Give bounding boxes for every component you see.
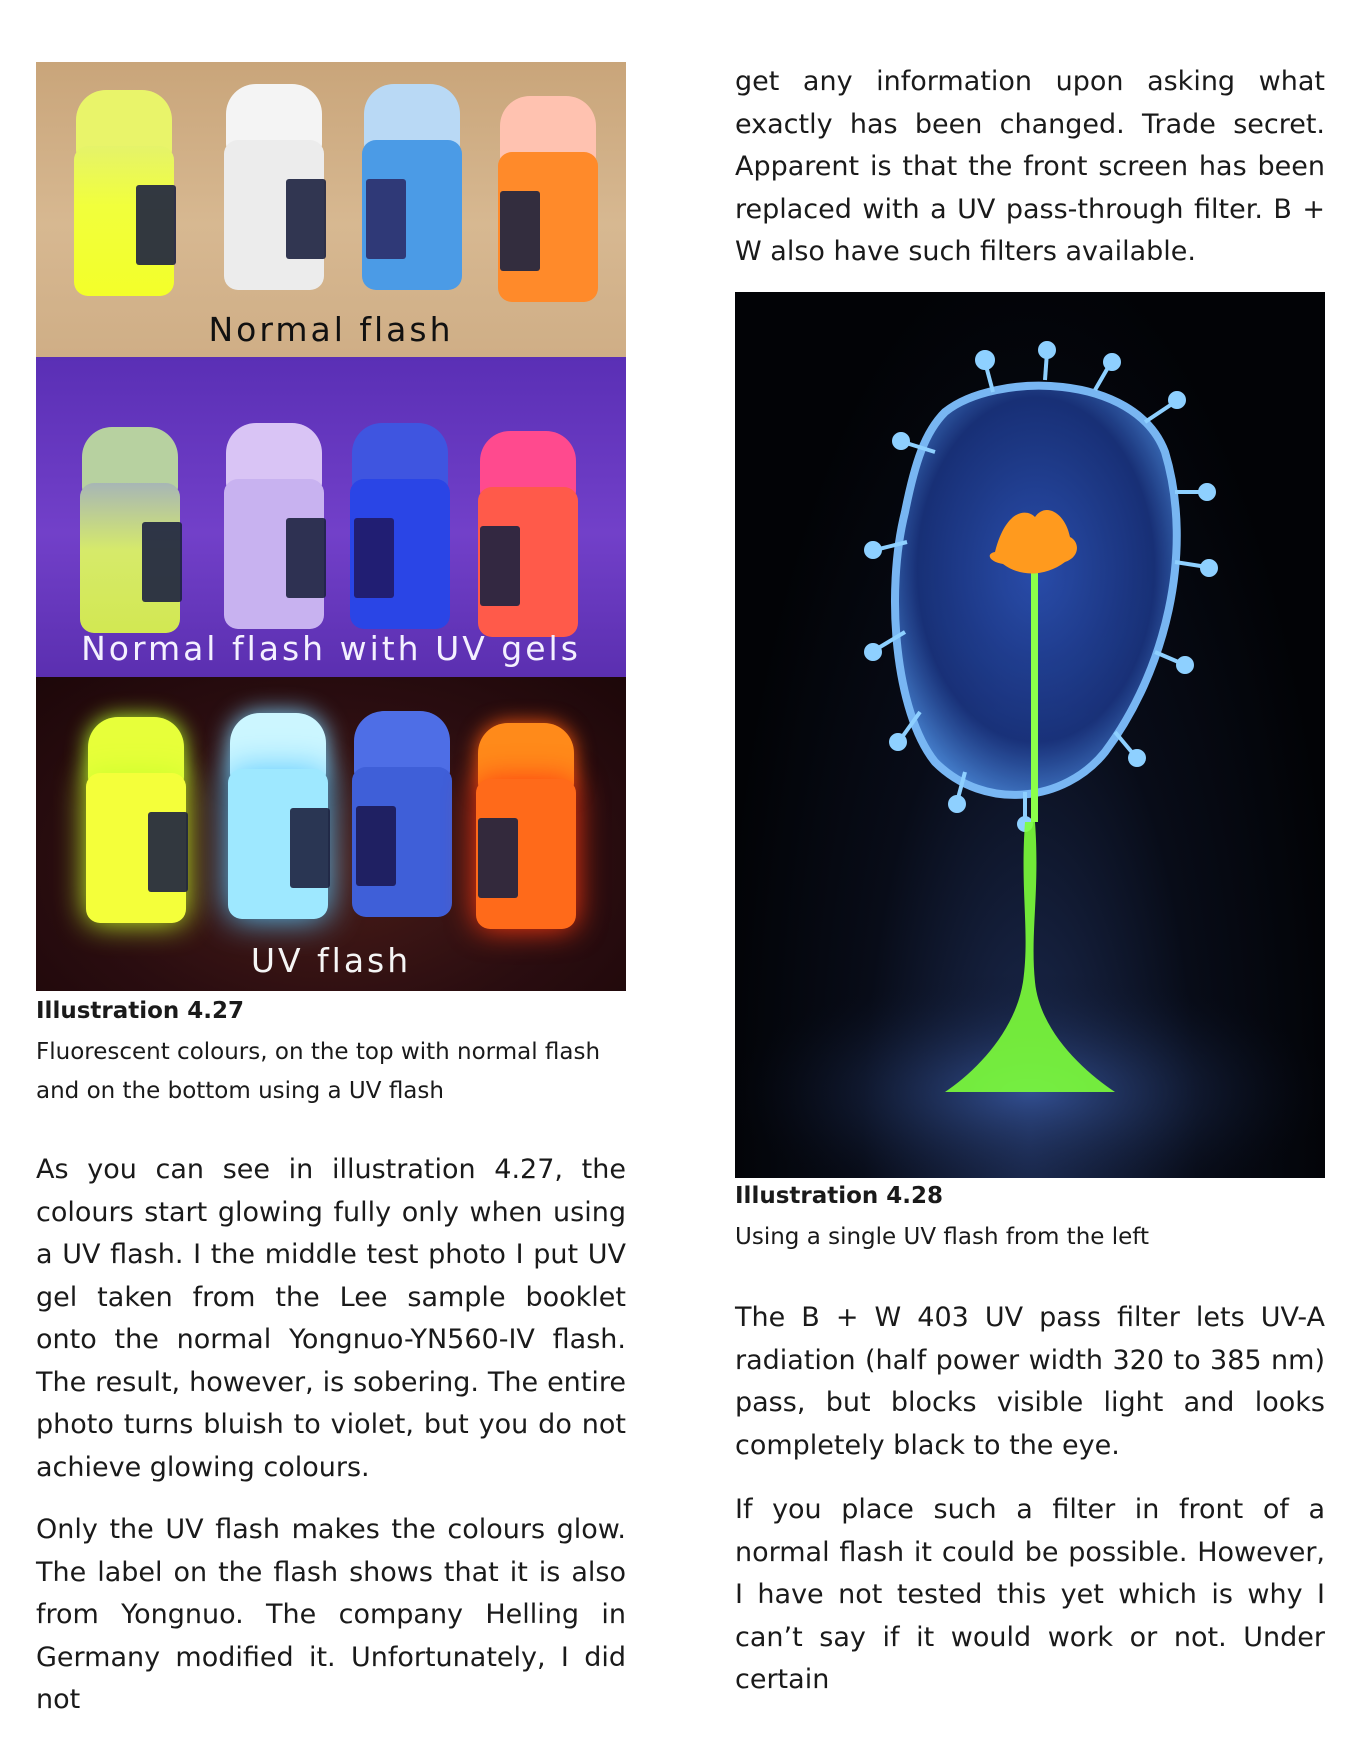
uv-gel-panel: [36, 357, 626, 677]
illustration-4-28-photo: [735, 292, 1325, 1178]
right-paragraph-top: get any information upon asking what exactly has been changed. Trade secret. Apparent is that the front screen has been replaced with a UV pass-through filter. B + W also have such filters available.: [735, 66, 1325, 267]
caption-title-4-28: Illustration 4.28: [735, 1183, 944, 1209]
caption-text-4-27: Fluorescent colours, on the top with normal flash and on the bottom using a UV flash: [36, 1039, 601, 1104]
caption-title-4-27: Illustration 4.27: [36, 998, 245, 1024]
right-paragraph-1: The B + W 403 UV pass filter lets UV-A radiation (half power width 320 to 385 nm) pass, but blocks visible light and looks completely black to the eye.: [735, 1302, 1325, 1461]
panel-label: Normal flash with UV gels: [81, 629, 581, 668]
normal-flash-panel: [36, 62, 626, 357]
panel-label: Normal flash: [208, 310, 454, 349]
left-paragraph-2: Only the UV flash makes the colours glow. The label on the flash shows that it is also from Yongnuo. The company Helling in Germany modified it. Unfortunately, I did not: [36, 1514, 626, 1715]
panel-label: UV flash: [250, 941, 412, 980]
illustration-4-27-photo: [36, 62, 626, 991]
left-paragraph-1: As you can see in illustration 4.27, the colours start glowing fully only when using a UV flash. I the middle test photo I put UV gel taken from the Lee sample booklet onto the normal Yongnuo-YN560-IV flash. The result, however, is sobering. The entire photo turns bluish to violet, but you do not achieve glowing colours.: [36, 1154, 626, 1483]
right-paragraph-2: If you place such a filter in front of a normal flash it could be possible. However, I have not tested this yet which is why I can’t say if it would work or not. Under certain: [735, 1494, 1325, 1695]
uv-splash-svg: [735, 292, 1325, 1178]
caption-text-4-28: Using a single UV flash from the left: [735, 1224, 1149, 1250]
uv-flash-panel: [36, 677, 626, 991]
